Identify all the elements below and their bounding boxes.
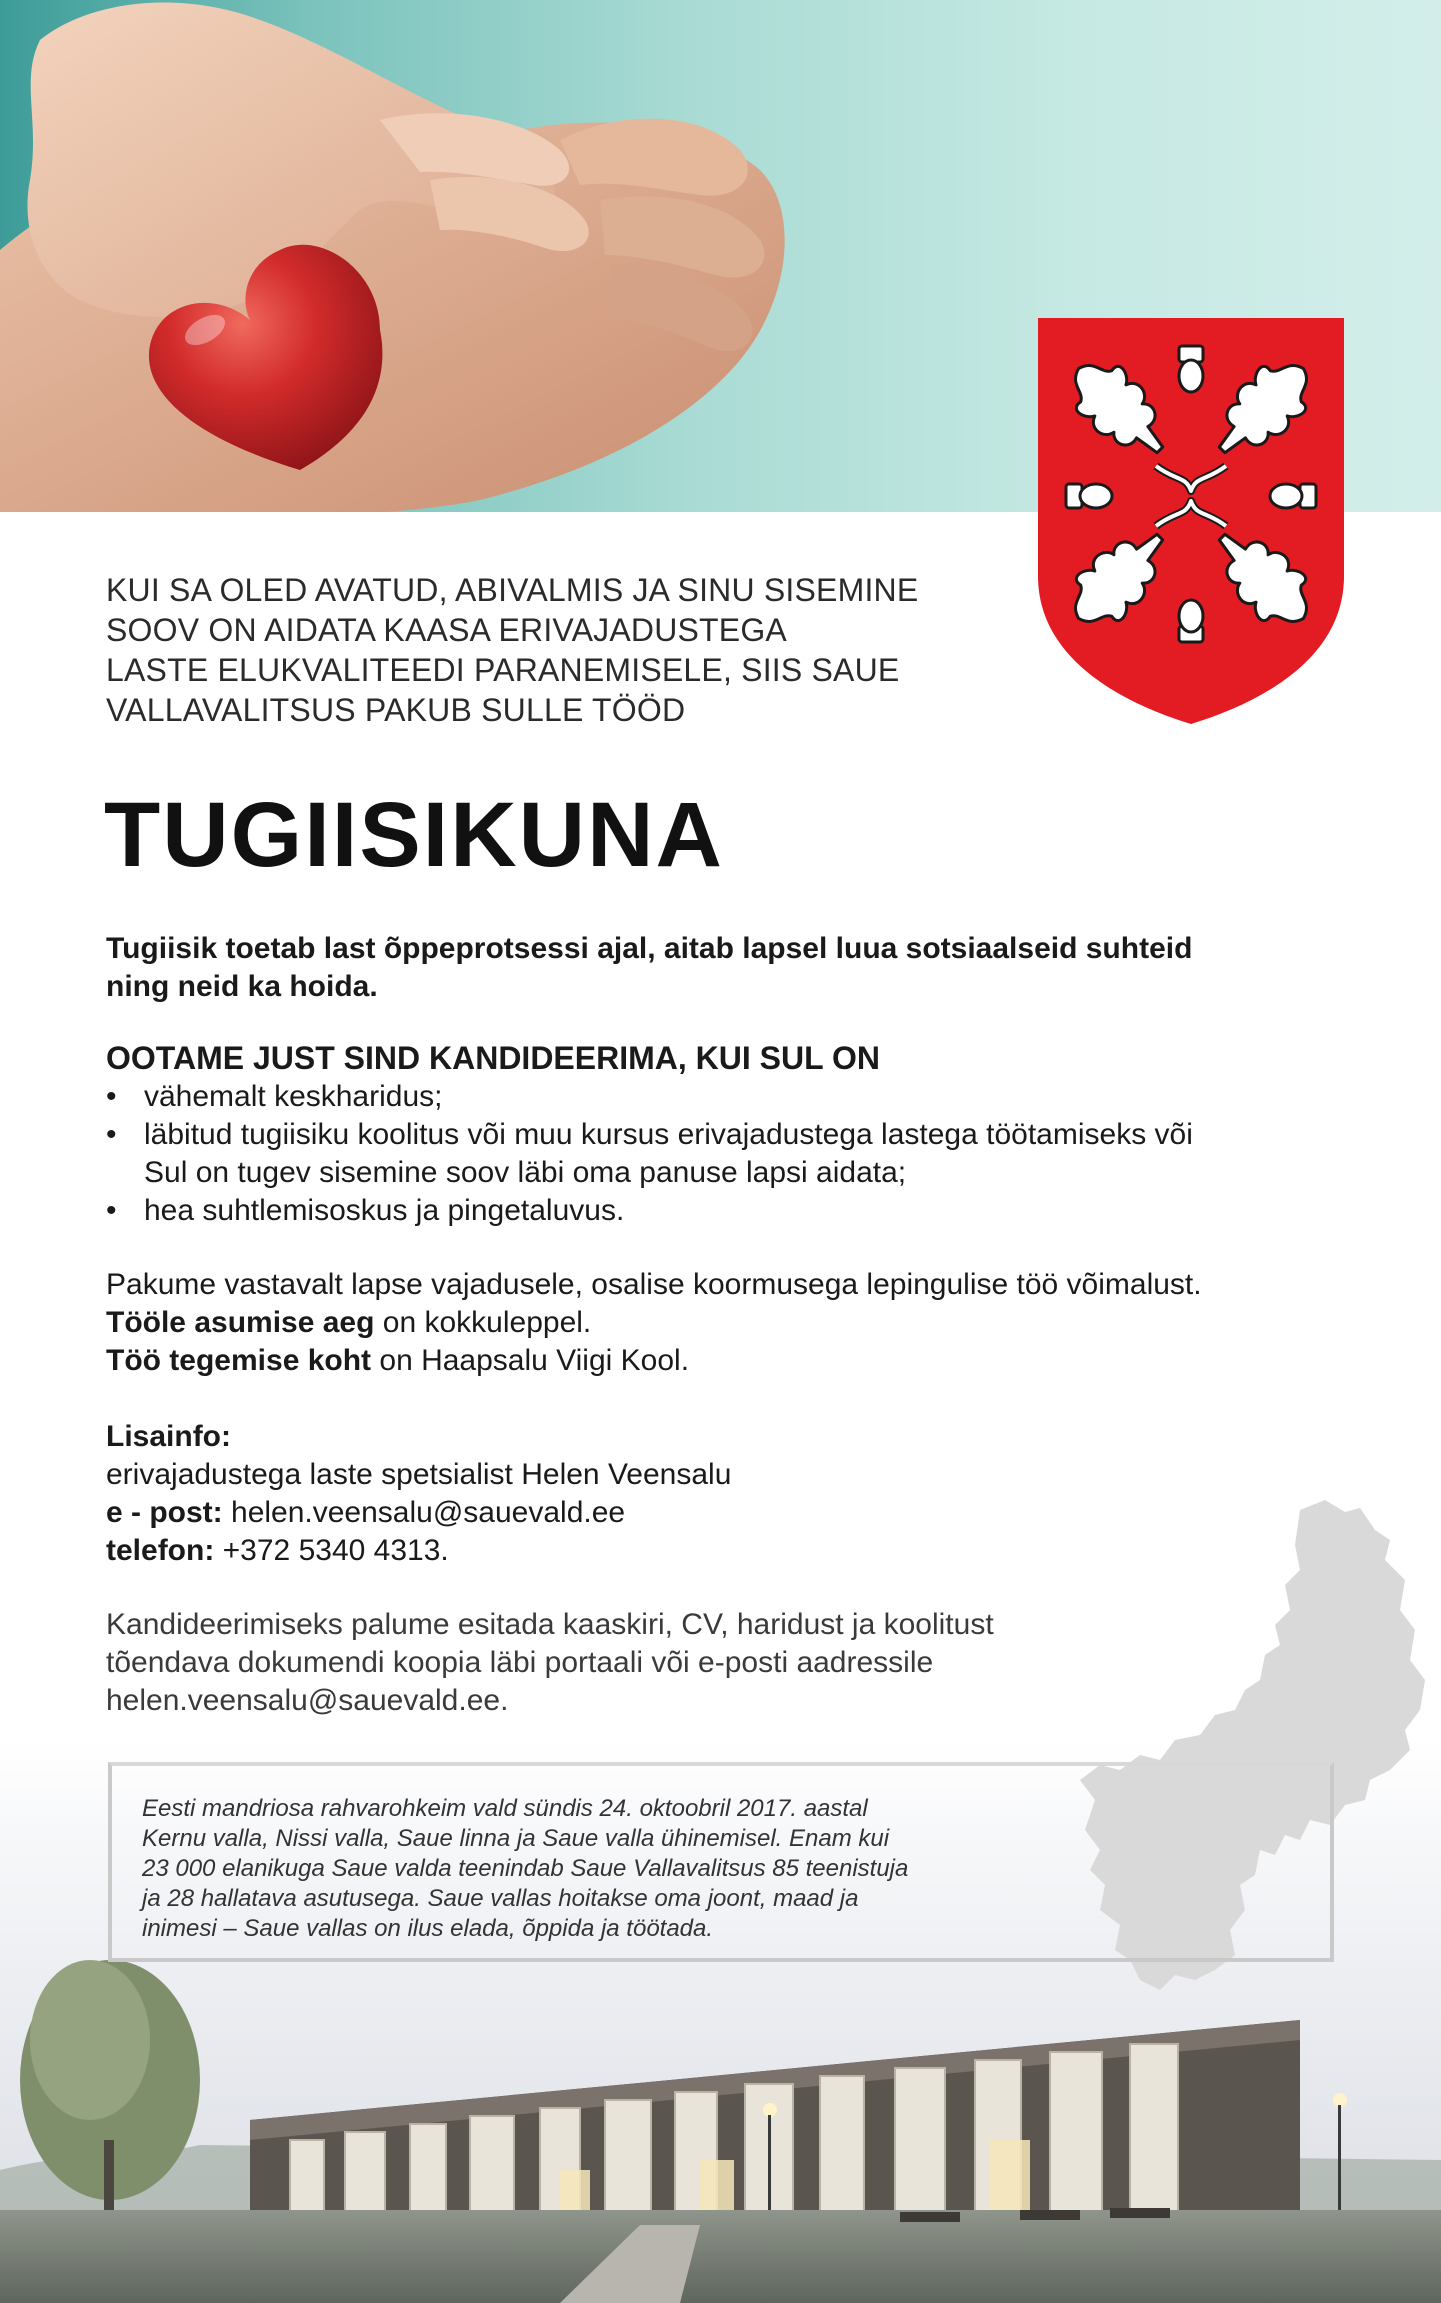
intro-line: SOOV ON AIDATA KAASA ERIVAJADUSTEGA [106, 612, 787, 648]
workplace-value: on Haapsalu Viigi Kool. [371, 1344, 690, 1377]
application-instructions [106, 1606, 1106, 1720]
requirements-heading: OOTAME JUST SIND KANDIDEERIMA, KUI SUL ON [106, 1040, 880, 1076]
intro-line: LASTE ELUKVALITEEDI PARANEMISELE, SIIS SAUE [106, 652, 900, 688]
start-time-value: on kokkuleppel. [374, 1306, 592, 1339]
email-line [106, 1494, 1106, 1532]
phone-label: telefon: [106, 1534, 215, 1567]
list-item-text: Sul on tugev sisemine soov läbi oma panuse lapsi aidata; [144, 1156, 907, 1189]
requirements-list [106, 1078, 1386, 1230]
list-item-text: läbitud tugiisiku koolitus või muu kursus erivajadustega lastega töötamiseks või [144, 1118, 1193, 1151]
offer-section [106, 1266, 1406, 1380]
list-item [106, 1192, 1386, 1230]
intro-line: VALLAVALITSUS PAKUB SULLE TÖÖD [106, 692, 686, 728]
workplace-label: Töö tegemise koht [106, 1344, 372, 1377]
list-item-text: vähemalt keskharidus; [144, 1080, 443, 1113]
intro-line: KUI SA OLED AVATUD, ABIVALMIS JA SINU SISEMINE [106, 572, 919, 608]
email-link[interactable]: helen.veensalu@sauevald.ee [222, 1496, 626, 1529]
lead-line: ning neid ka hoida. [106, 970, 378, 1003]
intro-text [106, 570, 1026, 730]
bullet-icon: • [106, 1194, 117, 1227]
info-line: Eesti mandriosa rahvarohkeim vald sündis 24. oktoobril 2017. aastal [142, 1795, 868, 1822]
info-line: ja 28 hallatava asutusega. Saue vallas hoitakse oma joont, maad ja [142, 1885, 859, 1912]
start-time-line [106, 1304, 1406, 1342]
list-item [106, 1078, 1386, 1116]
apply-email-link[interactable]: helen.veensalu@sauevald.ee. [106, 1684, 509, 1717]
saue-coat-of-arms-icon [1036, 316, 1346, 726]
offer-text: Pakume vastavalt lapse vajadusele, osalise koormusega lepingulise töö võimalust. [106, 1268, 1202, 1301]
email-label: e - post: [106, 1496, 223, 1529]
hands-holding-heart-image [0, 0, 900, 512]
municipality-info-box [108, 1762, 1334, 1962]
info-line: inimesi – Saue vallas on ilus elada, õppida ja töötada. [142, 1915, 714, 1942]
info-line: 23 000 elanikuga Saue valda teenindab Saue Vallavalitsus 85 teenistuja [142, 1855, 909, 1882]
contact-heading: Lisainfo: [106, 1420, 231, 1453]
start-time-label: Tööle asumise aeg [106, 1306, 375, 1339]
phone-link[interactable]: +372 5340 4313. [214, 1534, 449, 1567]
lead-paragraph [106, 930, 1346, 1006]
bullet-icon: • [106, 1080, 117, 1113]
apply-line: Kandideerimiseks palume esitada kaaskiri, CV, haridust ja koolitust [106, 1608, 994, 1641]
contact-person: erivajadustega laste spetsialist Helen Veensalu [106, 1458, 732, 1491]
contact-section [106, 1418, 1106, 1570]
page-title: TUGIISIKUNA [104, 784, 724, 886]
list-item-text: hea suhtlemisoskus ja pingetaluvus. [144, 1194, 625, 1227]
lead-line: Tugiisik toetab last õppeprotsessi ajal, aitab lapsel luua sotsiaalseid suhteid [106, 932, 1193, 965]
phone-line [106, 1532, 1106, 1570]
list-item [106, 1116, 1386, 1192]
info-line: Kernu valla, Nissi valla, Saue linna ja Saue valla ühinemisel. Enam kui [142, 1825, 890, 1852]
apply-line: tõendava dokumendi koopia läbi portaali või e-posti aadressile [106, 1646, 934, 1679]
workplace-line [106, 1342, 1406, 1380]
bullet-icon: • [106, 1118, 117, 1151]
